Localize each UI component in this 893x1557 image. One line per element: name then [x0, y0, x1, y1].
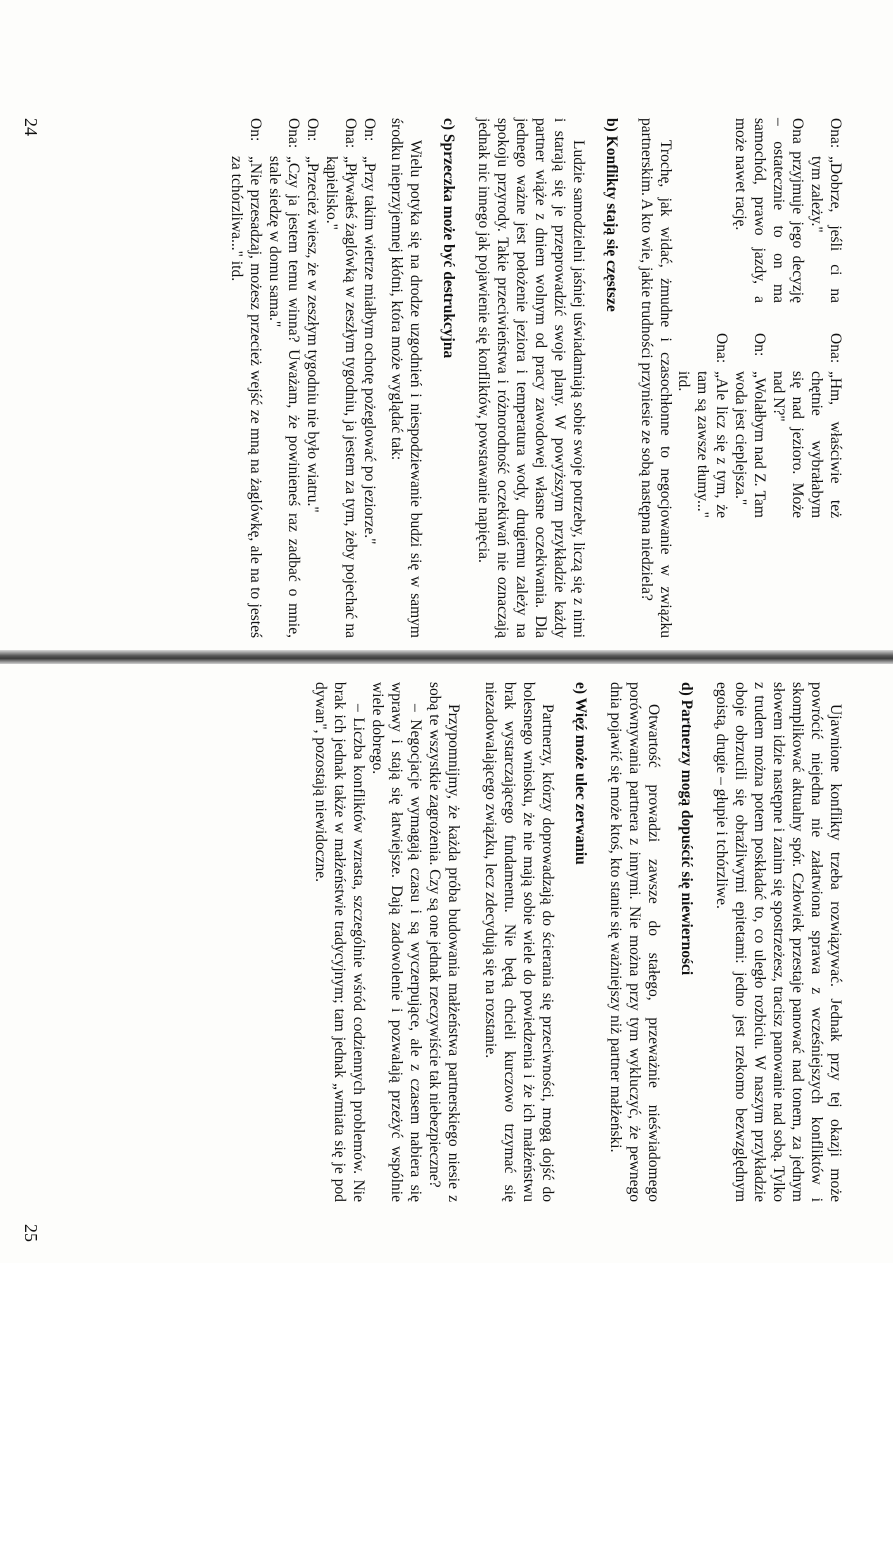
body-column [227, 118, 675, 638]
paragraph: Ludzie samodzielni jaśniej uświadamiają sobie swoje potrzeby, liczą się z nimi i starają się je przeprowadzić swoje plany. W powyższym przykładzie każdy partner wiąże z dniem wolnym od pracy zawodowej własne oczekiwania. Dla jednego ważne jest położenie jeziora i temperatura wody, drugiemu zależy na spokoju przyrody. Takie przeciwieństwa i różnorodność oczekiwań nie oznaczają jednak nic innego jak pojawienie się konfliktów, powstawanie napięcia. [475, 118, 587, 638]
section-heading-e: e) Więź może ulec zerwaniu [572, 682, 589, 865]
dialogue-line: Ona:„Pływałeś żaglówką w zeszłym tygodniu, ja jestem za tym, żeby pojechać na kąpielisko." [323, 118, 359, 638]
dialogue-line: On:„Przecież wiesz, że w zeszłym tygodniu nie było wiatru." [304, 118, 321, 513]
dialogue-line: On:„Nie przesadzaj, możesz przecież wejść ze mną na żaglówkę, ale na to jesteś za tchórzliwa..." itd. [228, 118, 264, 638]
body-column [311, 682, 845, 1202]
paragraph: Wielu potyka się na drodze uzgodnień i niespodziewanie budzi się w samym środku nieprzyjemnej kłótni, która może wyglądać tak: [388, 118, 424, 638]
paragraph: Otwartość prowadzi zawsze do stałego, przeważnie nieświadomego porównywania partnera z innymi. Nie można przy tym wykluczyć, że pewnego dnia pojawić się może ktoś, kto stanie się ważniejszy niż partner małżeński. [607, 682, 662, 1202]
dialogue-line: Ona przyjmuje jego decyzję – ostatecznie to on ma samochód, prawo jazdy, a może nawet rację. [732, 118, 806, 303]
dialogue-line: On:„Wolałbym nad Z. Tam woda jest cieplejsza." [732, 333, 768, 518]
dialogue-line: Ona:„Dobrze, jeśli ci na tym zależy." [808, 118, 844, 303]
dialogue-line: Ona:„Ale licz się z tym, że tam są zawsze tłumy..." itd. [675, 333, 730, 518]
section-heading-b: b) Konflikty stają się częstsze [603, 118, 620, 312]
dialogue-line: Ona:„Czy ja jestem temu winna? Uważam, że powinieneś raz zadbać o mnie, stale siedzę w domu sama." [266, 118, 302, 638]
dialogue-line: On:„Przy takim wietrze miałbym ochotę pożeglować po jeziorze." [361, 118, 378, 545]
page-number: 24 [21, 118, 41, 136]
dialogue-line: Ona:„Hm, właściwie też chętnie wybrałabym się nad jezioro. Może nad N?" [770, 333, 844, 518]
paragraph: Partnerzy, którzy doprowadzają do ścierania się przeciwności, mogą dojść do bolesnego wniosku, że nie mają sobie wiele do powiedzenia i że ich małżeństwu brak wystarczającego fundamentu. Nie będą chcieli kurczowo trzymać się niezadowalającego związku, lecz zdecydują się na rozstanie. [482, 682, 556, 1202]
section-heading-d: d) Partnerzy mogą dopuścić się niewierności [678, 682, 695, 976]
dialogue-c [227, 118, 379, 638]
paragraph: Ujawnione konflikty trzeba rozwiązywać. Jednak przy tej okazji może powrócić niejedna nie załatwiona sprawa z wcześniejszych konfliktów i skomplikować aktualny spór. Człowiek przestaje panować nad tonem, za jednym słowem idzie następne i zanim się spostrzeżesz, tracisz panowanie nad sobą. Tylko z trudem można potem poskładać to, co uległo rozbiciu. W naszym przykładzie oboje obrzucili się obraźliwymi epitetami: jedno jest rzekomo bezwzględnym egoistą, drugie – głupie i tchórzliwe. [713, 682, 844, 1202]
dialogue-a-left [674, 118, 845, 303]
dialogue-a-right [674, 333, 845, 518]
dialogue-a [674, 118, 845, 518]
paragraph: Przypomnijmy, że każda próba budowania małżeństwa partnerskiego niesie z sobą te wszystkie zagrożenia. Czy są one jednak rzeczywiście tak niebezpieczne? [426, 682, 462, 1202]
section-heading-c: c) Sprzeczka może być destrukcyjna [440, 118, 457, 359]
page-number: 25 [21, 1224, 41, 1242]
list-item: – Liczba konfliktów wzrasta, szczególnie wśród codziennych problemów. Nie brak ich jednak także w małżeństwie tradycyjnym; tam jednak „wmiata się je pod dywan", pozostają niewidoczne. [312, 682, 367, 1202]
page-25 [0, 664, 844, 1557]
book-spine [0, 650, 893, 664]
paragraph: Trochę, jak widać, żmudne i czasochłonne to negocjowanie w związku partnerskim. A kto wie, jakie trudności przyniesie ze sobą następna niedziela? [638, 118, 674, 638]
list-item: – Negocjacje wymagają czasu i są wyczerpujące, ale z czasem nabiera się wprawy i stają się łatwiejsze. Dają zadowolenie i pozwalają przeżyć wspólnie wiele dobrego. [369, 682, 424, 1202]
